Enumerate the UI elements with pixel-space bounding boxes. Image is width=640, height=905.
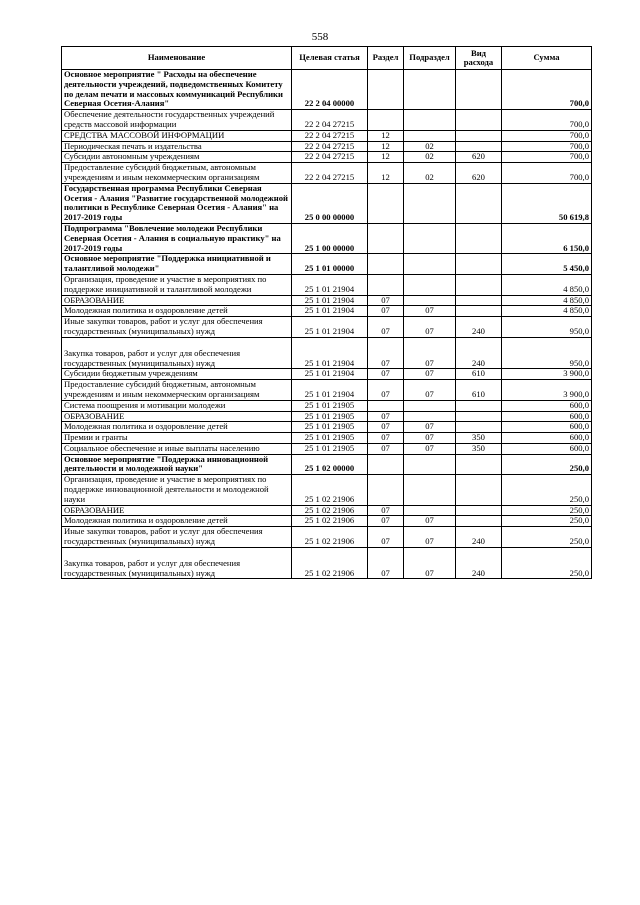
cell-section: 07 xyxy=(368,516,404,527)
cell-target: 25 0 00 00000 xyxy=(292,183,368,223)
cell-sum: 4 850,0 xyxy=(502,295,592,306)
cell-sum: 950,0 xyxy=(502,337,592,369)
cell-section: 07 xyxy=(368,295,404,306)
cell-target: 25 1 01 21904 xyxy=(292,295,368,306)
cell-target: 25 1 01 21905 xyxy=(292,411,368,422)
header-target: Целевая статья xyxy=(292,47,368,70)
cell-name: Обеспечение деятельности государственных учреждений средств массовой информации xyxy=(62,110,292,131)
cell-target: 25 1 01 21904 xyxy=(292,337,368,369)
cell-name: Иные закупки товаров, работ и услуг для обеспечения государственных (муниципальных) нужд xyxy=(62,317,292,338)
table-row xyxy=(62,369,592,380)
cell-target: 25 1 01 21905 xyxy=(292,422,368,433)
header-expense-type: Вид расхода xyxy=(456,47,502,70)
table-row xyxy=(62,130,592,141)
cell-section xyxy=(368,400,404,411)
cell-target: 22 2 04 27215 xyxy=(292,163,368,184)
cell-target: 25 1 02 21906 xyxy=(292,516,368,527)
cell-expense-type: 620 xyxy=(456,163,502,184)
table-row xyxy=(62,163,592,184)
cell-name: ОБРАЗОВАНИЕ xyxy=(62,411,292,422)
table-row xyxy=(62,223,592,253)
cell-name: Предоставление субсидий бюджетным, автономным учреждениям и иным некоммерческим организациям xyxy=(62,163,292,184)
cell-sum: 600,0 xyxy=(502,400,592,411)
cell-name: Закупка товаров, работ и услуг для обеспечения государственных (муниципальных) нужд xyxy=(62,337,292,369)
cell-section: 07 xyxy=(368,422,404,433)
cell-subsection xyxy=(404,505,456,516)
cell-sum: 250,0 xyxy=(502,516,592,527)
cell-name: Государственная программа Республики Северная Осетия - Алания "Развитие государственной молодежной политики в Республике Северная Осетия - Алания" на 2017-2019 годы xyxy=(62,183,292,223)
cell-subsection xyxy=(404,400,456,411)
cell-section: 07 xyxy=(368,547,404,579)
cell-name: Субсидии бюджетным учреждениям xyxy=(62,369,292,380)
cell-subsection: 07 xyxy=(404,337,456,369)
cell-name: Организация, проведение и участие в мероприятиях по поддержке инновационной деятельности и молодежной науки xyxy=(62,475,292,505)
cell-name: Предоставление субсидий бюджетным, автономным учреждениям и иным некоммерческим организациям xyxy=(62,380,292,401)
cell-expense-type xyxy=(456,70,502,110)
cell-subsection: 07 xyxy=(404,443,456,454)
cell-expense-type xyxy=(456,306,502,317)
cell-expense-type: 350 xyxy=(456,433,502,444)
cell-section xyxy=(368,110,404,131)
cell-name: Субсидии автономным учреждениям xyxy=(62,152,292,163)
cell-sum: 700,0 xyxy=(502,130,592,141)
table-row xyxy=(62,274,592,295)
cell-section: 07 xyxy=(368,443,404,454)
cell-expense-type xyxy=(456,422,502,433)
table-row xyxy=(62,400,592,411)
cell-name: Молодежная политика и оздоровление детей xyxy=(62,306,292,317)
cell-target: 25 1 01 21905 xyxy=(292,443,368,454)
cell-sum: 250,0 xyxy=(502,475,592,505)
table-row xyxy=(62,254,592,275)
cell-name: Периодическая печать и издательства xyxy=(62,141,292,152)
cell-section: 07 xyxy=(368,369,404,380)
cell-subsection: 02 xyxy=(404,152,456,163)
cell-sum: 600,0 xyxy=(502,411,592,422)
cell-subsection xyxy=(404,295,456,306)
cell-section xyxy=(368,454,404,475)
cell-subsection xyxy=(404,130,456,141)
cell-target: 25 1 02 00000 xyxy=(292,454,368,475)
cell-sum: 600,0 xyxy=(502,443,592,454)
table-row xyxy=(62,443,592,454)
table-row xyxy=(62,152,592,163)
cell-expense-type xyxy=(456,254,502,275)
cell-sum: 700,0 xyxy=(502,110,592,131)
cell-sum: 700,0 xyxy=(502,163,592,184)
cell-expense-type: 240 xyxy=(456,547,502,579)
table-row xyxy=(62,433,592,444)
cell-name: Организация, проведение и участие в мероприятиях по поддержке инициативной и талантливой молодежи xyxy=(62,274,292,295)
cell-sum: 250,0 xyxy=(502,547,592,579)
table-row xyxy=(62,505,592,516)
cell-section xyxy=(368,274,404,295)
cell-target: 25 1 01 00000 xyxy=(292,254,368,275)
cell-subsection: 07 xyxy=(404,306,456,317)
cell-section: 07 xyxy=(368,433,404,444)
cell-expense-type xyxy=(456,516,502,527)
cell-name: Молодежная политика и оздоровление детей xyxy=(62,516,292,527)
table-row xyxy=(62,380,592,401)
table-body xyxy=(62,70,592,579)
cell-expense-type: 610 xyxy=(456,369,502,380)
table-row xyxy=(62,295,592,306)
cell-expense-type: 620 xyxy=(456,152,502,163)
cell-name: Социальное обеспечение и иные выплаты населению xyxy=(62,443,292,454)
cell-expense-type xyxy=(456,274,502,295)
cell-target: 25 1 01 21904 xyxy=(292,274,368,295)
cell-expense-type xyxy=(456,183,502,223)
cell-target: 25 1 02 21906 xyxy=(292,527,368,548)
cell-subsection xyxy=(404,70,456,110)
cell-sum: 4 850,0 xyxy=(502,306,592,317)
cell-target: 22 2 04 27215 xyxy=(292,110,368,131)
cell-expense-type xyxy=(456,400,502,411)
cell-target: 22 2 04 27215 xyxy=(292,130,368,141)
cell-section xyxy=(368,223,404,253)
cell-expense-type xyxy=(456,475,502,505)
table-row xyxy=(62,547,592,579)
cell-section: 07 xyxy=(368,306,404,317)
cell-sum: 700,0 xyxy=(502,141,592,152)
cell-subsection xyxy=(404,110,456,131)
cell-target: 25 1 01 21905 xyxy=(292,433,368,444)
table-row xyxy=(62,110,592,131)
cell-subsection: 07 xyxy=(404,380,456,401)
cell-target: 25 1 01 21904 xyxy=(292,380,368,401)
cell-target: 25 1 01 21904 xyxy=(292,317,368,338)
cell-sum: 250,0 xyxy=(502,505,592,516)
table-row xyxy=(62,454,592,475)
cell-name: Основное мероприятие "Поддержка инициативной и талантливой молодежи" xyxy=(62,254,292,275)
table-row xyxy=(62,317,592,338)
cell-expense-type xyxy=(456,223,502,253)
cell-subsection: 07 xyxy=(404,516,456,527)
table-row xyxy=(62,141,592,152)
cell-section xyxy=(368,254,404,275)
cell-expense-type xyxy=(456,411,502,422)
table-row xyxy=(62,527,592,548)
header-subsection: Подраздел xyxy=(404,47,456,70)
header-name: Наименование xyxy=(62,47,292,70)
cell-subsection: 07 xyxy=(404,433,456,444)
cell-target: 22 2 04 00000 xyxy=(292,70,368,110)
cell-expense-type: 350 xyxy=(456,443,502,454)
budget-table xyxy=(61,46,592,579)
cell-target: 22 2 04 27215 xyxy=(292,141,368,152)
cell-name: Подпрограмма "Вовлечение молодежи Республики Северная Осетия - Алания в социальную практику" на 2017-2019 годы xyxy=(62,223,292,253)
table-row xyxy=(62,306,592,317)
cell-expense-type: 610 xyxy=(456,380,502,401)
table-row xyxy=(62,70,592,110)
cell-section xyxy=(368,475,404,505)
cell-subsection xyxy=(404,274,456,295)
cell-section xyxy=(368,183,404,223)
cell-section: 12 xyxy=(368,141,404,152)
cell-expense-type: 240 xyxy=(456,317,502,338)
cell-section: 12 xyxy=(368,163,404,184)
cell-section: 07 xyxy=(368,380,404,401)
cell-name: ОБРАЗОВАНИЕ xyxy=(62,295,292,306)
cell-sum: 3 900,0 xyxy=(502,369,592,380)
table-row xyxy=(62,422,592,433)
table-header-row xyxy=(62,47,592,70)
cell-section: 07 xyxy=(368,527,404,548)
cell-subsection: 07 xyxy=(404,369,456,380)
cell-target: 25 1 02 21906 xyxy=(292,547,368,579)
cell-name: Основное мероприятие "Поддержка инновационной деятельности и молодежной науки" xyxy=(62,454,292,475)
cell-name: Основное мероприятие " Расходы на обеспечение деятельности учреждений, подведомственных Комитету по делам печати и массовых коммуникаций Республики Северная Осетия-Алания" xyxy=(62,70,292,110)
table-row xyxy=(62,516,592,527)
cell-subsection: 07 xyxy=(404,527,456,548)
page-number: 558 xyxy=(311,31,329,43)
cell-name: Премии и гранты xyxy=(62,433,292,444)
cell-target: 25 1 01 21904 xyxy=(292,369,368,380)
cell-sum: 700,0 xyxy=(502,70,592,110)
cell-subsection: 02 xyxy=(404,163,456,184)
cell-sum: 250,0 xyxy=(502,527,592,548)
cell-sum: 600,0 xyxy=(502,433,592,444)
cell-name: Система поощрения и мотивации молодежи xyxy=(62,400,292,411)
cell-target: 22 2 04 27215 xyxy=(292,152,368,163)
cell-section xyxy=(368,70,404,110)
cell-subsection xyxy=(404,223,456,253)
table-row xyxy=(62,475,592,505)
cell-name: ОБРАЗОВАНИЕ xyxy=(62,505,292,516)
cell-section: 12 xyxy=(368,130,404,141)
cell-sum: 5 450,0 xyxy=(502,254,592,275)
cell-sum: 4 850,0 xyxy=(502,274,592,295)
cell-section: 07 xyxy=(368,317,404,338)
cell-sum: 50 619,8 xyxy=(502,183,592,223)
cell-section: 12 xyxy=(368,152,404,163)
cell-subsection xyxy=(404,475,456,505)
cell-target: 25 1 02 21906 xyxy=(292,475,368,505)
table-row xyxy=(62,183,592,223)
cell-name: СРЕДСТВА МАССОВОЙ ИНФОРМАЦИИ xyxy=(62,130,292,141)
cell-expense-type: 240 xyxy=(456,527,502,548)
cell-name: Закупка товаров, работ и услуг для обеспечения государственных (муниципальных) нужд xyxy=(62,547,292,579)
header-section: Раздел xyxy=(368,47,404,70)
cell-section: 07 xyxy=(368,505,404,516)
cell-sum: 250,0 xyxy=(502,454,592,475)
cell-expense-type xyxy=(456,130,502,141)
cell-subsection xyxy=(404,254,456,275)
cell-subsection xyxy=(404,454,456,475)
cell-sum: 700,0 xyxy=(502,152,592,163)
cell-target: 25 1 01 21904 xyxy=(292,306,368,317)
cell-expense-type xyxy=(456,110,502,131)
cell-target: 25 1 02 21906 xyxy=(292,505,368,516)
cell-subsection: 02 xyxy=(404,141,456,152)
table-row xyxy=(62,337,592,369)
cell-target: 25 1 01 21905 xyxy=(292,400,368,411)
cell-expense-type xyxy=(456,295,502,306)
cell-section: 07 xyxy=(368,411,404,422)
cell-section: 07 xyxy=(368,337,404,369)
cell-expense-type xyxy=(456,505,502,516)
cell-sum: 600,0 xyxy=(502,422,592,433)
cell-sum: 3 900,0 xyxy=(502,380,592,401)
cell-sum: 6 150,0 xyxy=(502,223,592,253)
cell-subsection: 07 xyxy=(404,317,456,338)
cell-sum: 950,0 xyxy=(502,317,592,338)
cell-expense-type: 240 xyxy=(456,337,502,369)
cell-name: Молодежная политика и оздоровление детей xyxy=(62,422,292,433)
cell-subsection xyxy=(404,183,456,223)
cell-target: 25 1 00 00000 xyxy=(292,223,368,253)
cell-expense-type xyxy=(456,454,502,475)
cell-subsection: 07 xyxy=(404,547,456,579)
cell-subsection xyxy=(404,411,456,422)
cell-name: Иные закупки товаров, работ и услуг для обеспечения государственных (муниципальных) нужд xyxy=(62,527,292,548)
cell-subsection: 07 xyxy=(404,422,456,433)
cell-expense-type xyxy=(456,141,502,152)
table-row xyxy=(62,411,592,422)
header-sum: Сумма xyxy=(502,47,592,70)
